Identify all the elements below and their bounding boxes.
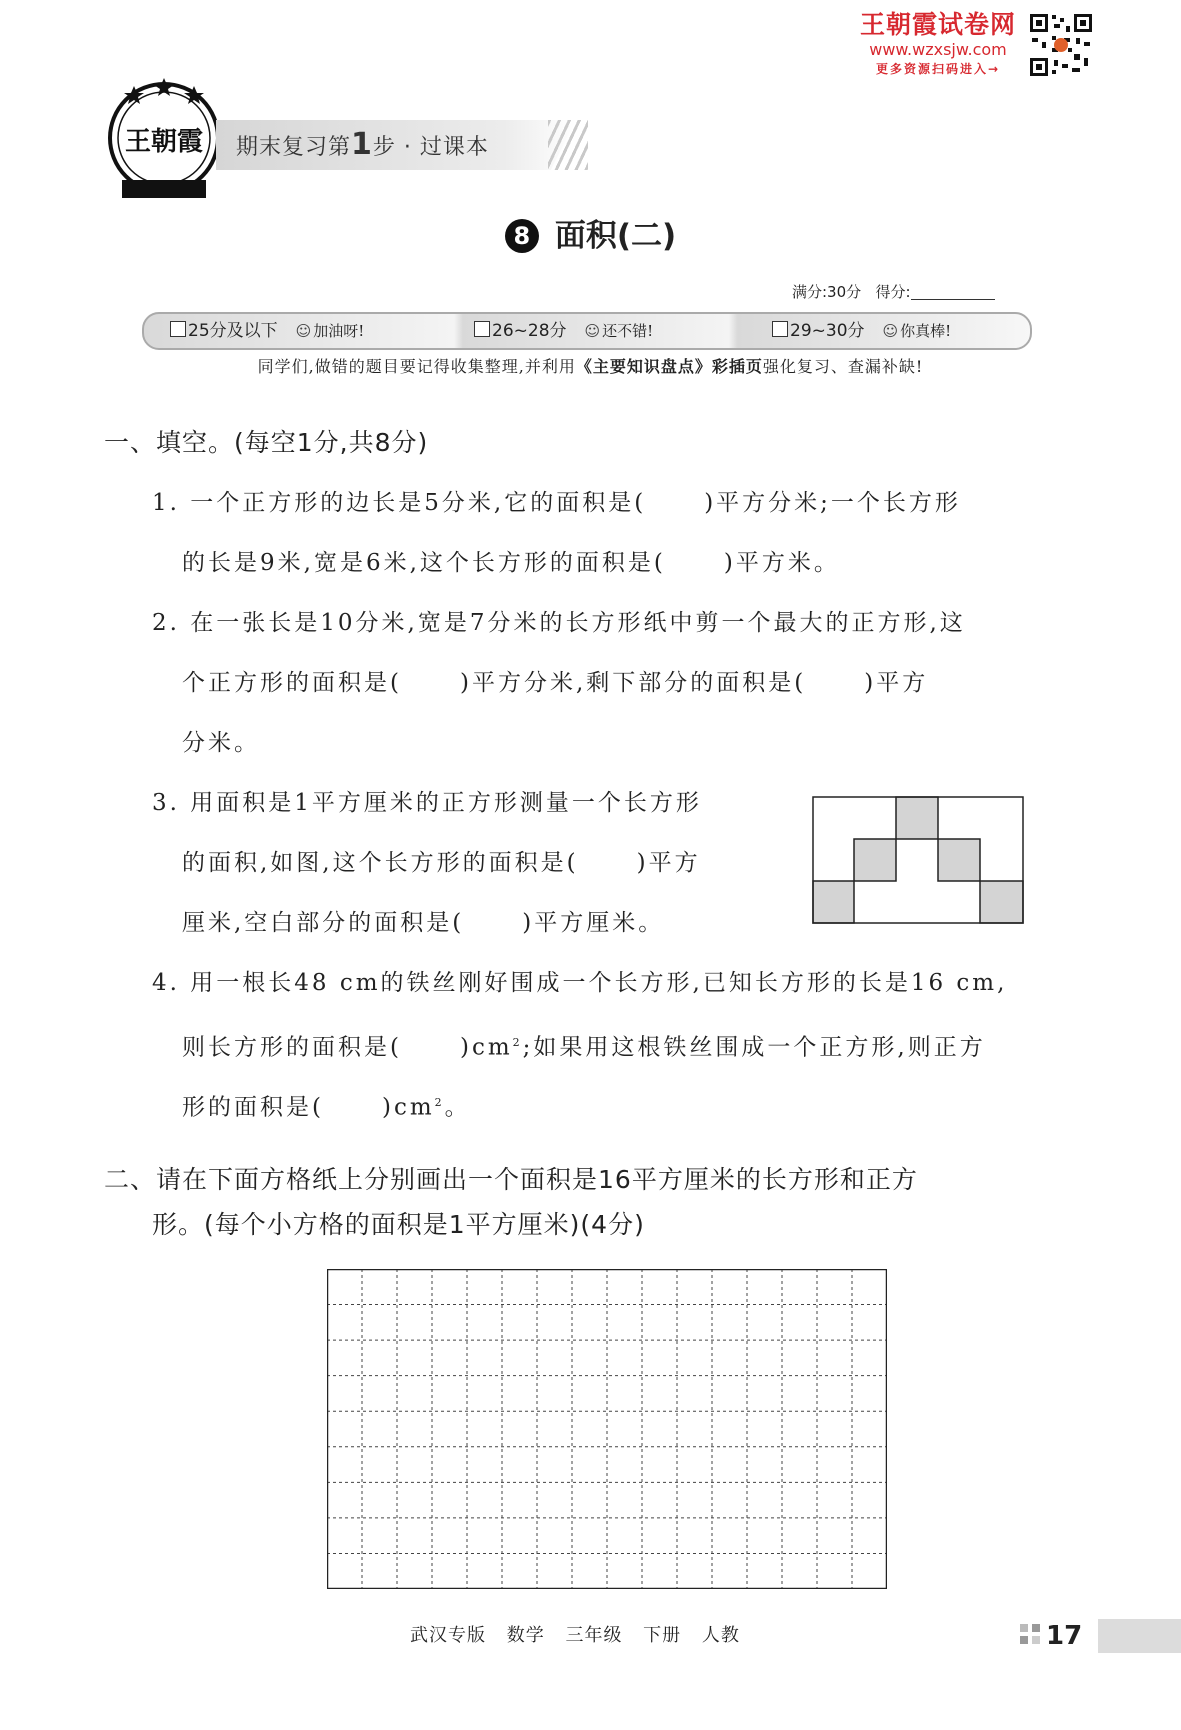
shaded-square [896,797,938,839]
q1-text: 1. 一个正方形的边长是5分米,它的面积是( [152,490,647,516]
score-row [792,282,995,302]
tip-before: 同学们,做错的题目要记得收集整理,并利用 [257,357,576,376]
banner-suffix: 步 · 过课本 [372,135,489,160]
smiley-icon: ☺ [295,322,312,340]
q4-line2 [182,1028,986,1063]
smiley-icon: ☺ [882,322,899,340]
brand-more: 更多资源扫码进入→ [875,62,1001,76]
smiley-icon: ☺ [584,322,601,340]
footer-text: 武汉专版 数学 三年级 下册 人教 [410,1625,740,1646]
q2-text: )平方 [864,670,929,696]
shaded-square [854,839,896,881]
tip-bold: 《主要知识盘点》彩插页 [575,357,763,376]
brand-logo-icon [104,76,224,208]
q2-line1: 2. 在一张长是10分米,宽是7分米的长方形纸中剪一个最大的正方形,这 [152,610,966,636]
q3-line3 [182,908,664,938]
banner-prefix: 期末复习第 [236,135,352,160]
q1-line1 [152,488,961,518]
lesson-title-text: 面积(二) [554,218,677,254]
q4-text: ;如果用这根铁丝围成一个正方形,则正方 [522,1034,986,1061]
tip-after: 强化复习、查漏补缺! [762,357,924,376]
rating-cheer: 你真棒! [900,322,952,340]
score-label: 得分: [875,283,911,301]
page-corner-icon [1020,1622,1044,1650]
q2-line3: 分米。 [182,730,260,756]
q3-text: 厘米,空白部分的面积是( [182,910,465,936]
brand-url[interactable]: www.wzxsjw.com [869,40,1007,59]
q4-text: 。 [444,1094,471,1121]
brand-title: 王朝霞试卷网 [859,10,1016,39]
superscript: 2 [512,1036,523,1049]
q4-text: 则长方形的面积是( [182,1034,402,1061]
qr-code-icon [1028,12,1094,78]
q4-line1: 4. 用一根长48 cm的铁丝刚好围成一个长方形,已知长方形的长是16 cm, [152,970,1008,996]
tip-text [0,356,1181,378]
q2-line2 [182,668,928,698]
q1-line2 [182,548,840,578]
q4-line3 [182,1088,471,1123]
banner-step: 1 [351,127,373,162]
q1-text: )平方分米;一个长方形 [704,490,961,516]
checkbox[interactable] [170,321,186,337]
superscript: 2 [434,1096,445,1109]
q2-text: )平方分米,剩下部分的面积是( [459,670,807,696]
checkbox[interactable] [474,321,490,337]
shaded-square [813,881,854,923]
page-number-strip [1098,1619,1181,1653]
rating-bar [142,312,1032,350]
logo-text: 王朝霞 [124,127,204,157]
banner-title [236,126,489,167]
rating-option[interactable] [170,320,364,342]
q4-text: )cm [381,1094,435,1121]
q3-figure [812,796,1024,924]
brand-block [848,10,1028,78]
q3-text: )平方 [636,850,701,876]
section1-title: 一、填空。(每空1分,共8分) [104,428,429,457]
rating-cheer: 还不错! [602,322,654,340]
q4-text: 形的面积是( [182,1094,324,1121]
q3-text: )平方厘米。 [522,910,665,936]
rating-range: 25分及以下 [188,321,278,341]
rating-range: 26~28分 [492,321,567,341]
grid-paper[interactable] [327,1269,887,1589]
lesson-number-badge: 8 [505,219,539,253]
q4-text: )cm [459,1034,513,1061]
page-number: 17 [1046,1621,1083,1651]
checkbox[interactable] [772,321,788,337]
score-field[interactable] [911,283,995,300]
full-score: 满分:30分 [792,283,862,301]
q1-text: 的长是9米,宽是6米,这个长方形的面积是( [182,550,666,576]
q2-text: 个正方形的面积是( [182,670,402,696]
q1-text: )平方米。 [723,550,840,576]
rating-range: 29~30分 [790,321,865,341]
lesson-title [0,216,1181,256]
rating-option[interactable] [772,320,951,342]
rating-option[interactable] [474,320,653,342]
rating-cheer: 加油呀! [313,322,365,340]
banner-stripes [548,120,588,170]
q3-text: 的面积,如图,这个长方形的面积是( [182,850,579,876]
section2-line2: 形。(每个小方格的面积是1平方厘米)(4分) [152,1210,645,1239]
section2-line1: 二、请在下面方格纸上分别画出一个面积是16平方厘米的长方形和正方 [104,1165,918,1194]
q3-line1: 3. 用面积是1平方厘米的正方形测量一个长方形 [152,790,702,816]
shaded-square [938,839,980,881]
shaded-square [980,881,1023,923]
q3-line2 [182,848,701,878]
